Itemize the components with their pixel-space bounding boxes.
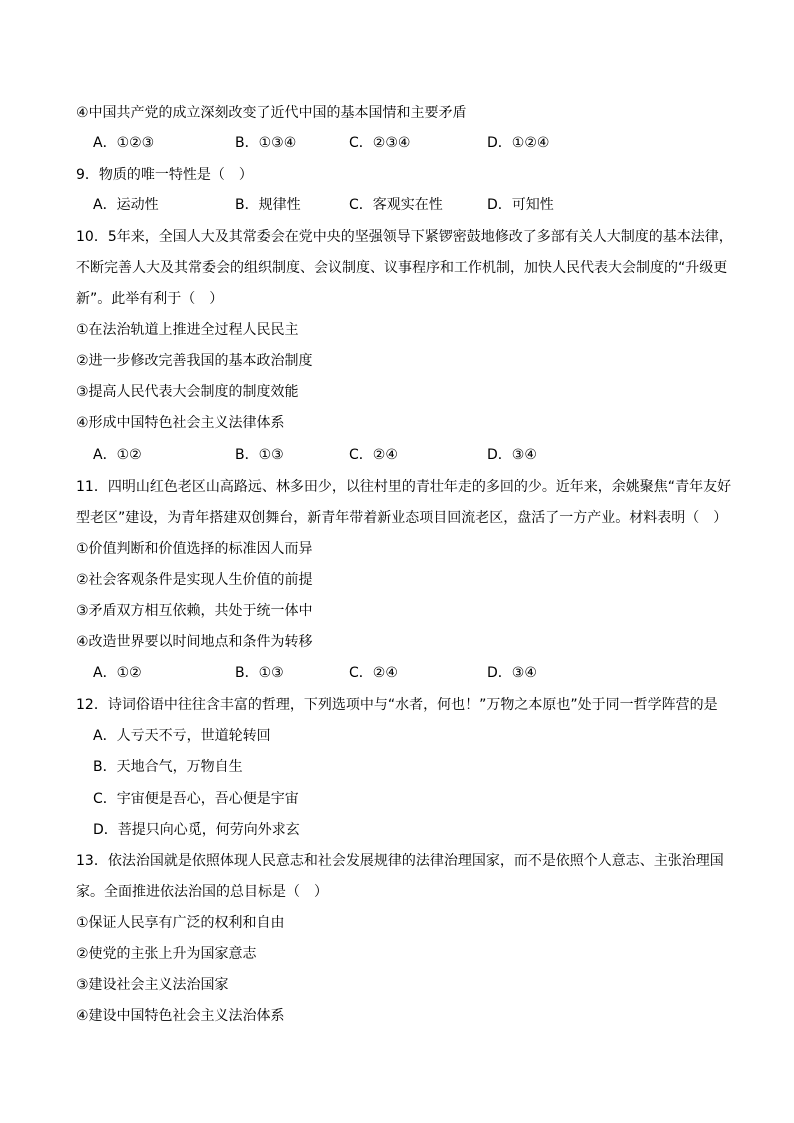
q10-item-4: ④形成中国特色社会主义法律体系: [76, 415, 285, 431]
q8-option-c: C．②③④: [349, 135, 411, 151]
q13-stem-line-1: 13．依法治国就是依照体现人民意志和社会发展规律的法律治理国家，而不是依照个人意志、主张治理国: [76, 853, 724, 869]
q9-option-c: C．客观实在性: [349, 197, 443, 213]
q11-item-1: ①价值判断和价值选择的标准因人而异: [76, 541, 313, 557]
q8-option-b: B．①③④: [235, 135, 297, 151]
q12-option-a: A．人亏天不亏，世道轮转回: [93, 728, 271, 744]
q11-option-c: C．②④: [349, 665, 398, 681]
q13-item-4: ④建设中国特色社会主义法治体系: [76, 1008, 285, 1024]
q10-item-3: ③提高人民代表大会制度的制度效能: [76, 384, 299, 400]
q9-option-d: D．可知性: [487, 197, 554, 213]
q11-item-2: ②社会客观条件是实现人生价值的前提: [76, 572, 313, 588]
q12-option-d: D．菩提只向心觅，何劳向外求玄: [93, 822, 300, 838]
q8-option-d: D．①②④: [487, 135, 550, 151]
q12-option-c: C．宇宙便是吾心，吾心便是宇宙: [93, 791, 299, 807]
q13-stem-line-2: 家。全面推进依法治国的总目标是（ ）: [76, 884, 328, 900]
q13-item-1: ①保证人民享有广泛的权利和自由: [76, 915, 285, 931]
q9-option-a: A．运动性: [93, 197, 159, 213]
q11-stem-line-2: 型老区”建设，为青年搭建双创舞台，新青年带着新业态项目回流老区，盘活了一方产业。材料表明（ ）: [76, 510, 728, 526]
q13-item-3: ③建设社会主义法治国家: [76, 977, 229, 993]
q11-stem-line-1: 11．四明山红色老区山高路远、林多田少，以往村里的青壮年走的多回的少。近年来，余姚聚焦“青年友好: [76, 479, 732, 495]
q11-option-a: A．①②: [93, 665, 142, 681]
q9-option-b: B．规律性: [235, 197, 301, 213]
q10-option-d: D．③④: [487, 447, 537, 463]
q10-option-b: B．①③: [235, 447, 284, 463]
q10-option-a: A．①②: [93, 447, 142, 463]
q10-stem-line-2: 不断完善人大及其常委会的组织制度、会议制度、议事程序和工作机制，加快人民代表大会制度的“升级更: [76, 260, 728, 276]
q11-item-3: ③矛盾双方相互依赖，共处于统一体中: [76, 603, 313, 619]
q12-stem: 12．诗词俗语中往往含丰富的哲理，下列选项中与“水者，何也！”万物之本原也”处于同一哲学阵营的是: [76, 697, 718, 713]
q8-item-4: ④中国共产党的成立深刻改变了近代中国的基本国情和主要矛盾: [76, 105, 467, 121]
q11-item-4: ④改造世界要以时间地点和条件为转移: [76, 634, 313, 650]
q10-stem-line-1: 10．5年来，全国人大及其常委会在党中央的坚强领导下紧锣密鼓地修改了多部有关人大制度的基本法律，: [76, 229, 733, 245]
q10-stem-line-3: 新”。此举有利于（ ）: [76, 291, 224, 307]
q9-stem: 9．物质的唯一特性是（ ）: [76, 167, 253, 183]
q13-item-2: ②使党的主张上升为国家意志: [76, 946, 257, 962]
q10-item-2: ②进一步修改完善我国的基本政治制度: [76, 353, 313, 369]
q12-option-b: B．天地合气，万物自生: [93, 759, 243, 775]
q10-item-1: ①在法治轨道上推进全过程人民民主: [76, 322, 299, 338]
q8-option-a: A．①②③: [93, 135, 155, 151]
q11-option-b: B．①③: [235, 665, 284, 681]
q11-option-d: D．③④: [487, 665, 537, 681]
q10-option-c: C．②④: [349, 447, 398, 463]
